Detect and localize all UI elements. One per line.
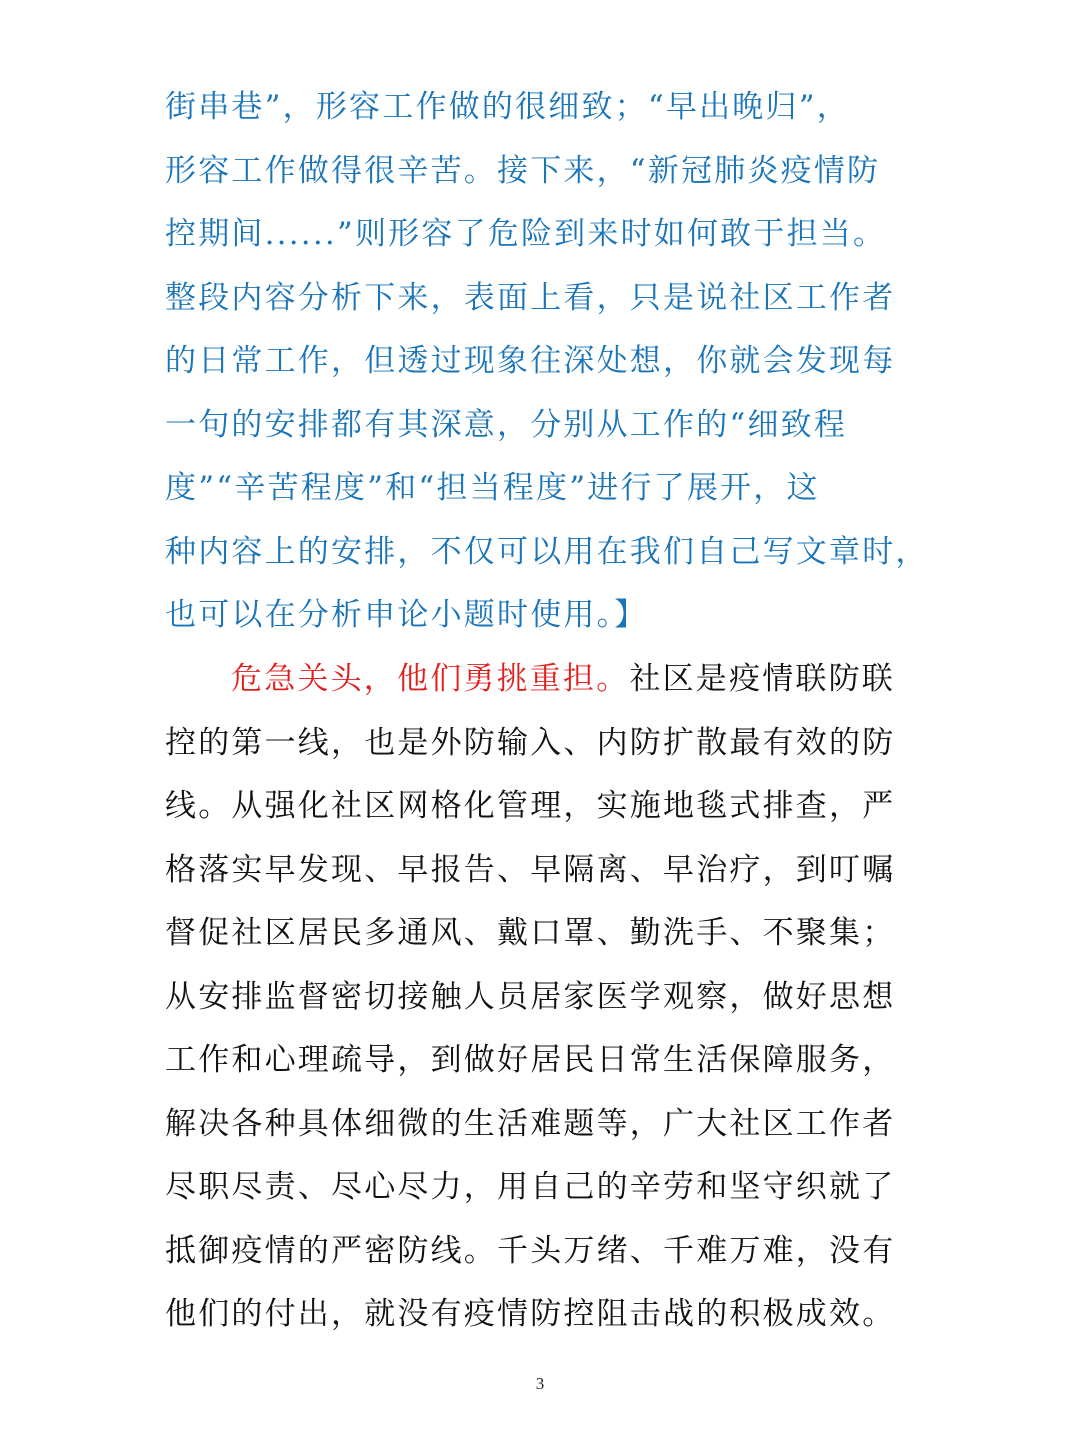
analysis-line: 度”“辛苦程度”和“担当程度”进行了展开，这 [165, 470, 820, 506]
analysis-line: 也可以在分析申论小题时使用。】 [165, 597, 648, 633]
analysis-line: 种内容上的安排，不仅可以用在我们自己写文章时， [165, 533, 929, 570]
paragraph-line: 他们的付出，就没有疫情防控阻击战的积极成效。 [165, 1296, 896, 1332]
analysis-note [165, 76, 929, 648]
analysis-line: 一句的安排都有其深意，分别从工作的“细致程 [165, 406, 848, 443]
paragraph-line: 从安排监督密切接触人员居家医学观察，做好思想 [165, 978, 896, 1015]
body-paragraph [165, 648, 925, 1347]
analysis-line: 形容工作做得很辛苦。接下来，“新冠肺炎疫情防 [165, 152, 881, 189]
paragraph-line: 尽职尽责、尽心尽力，用自己的辛劳和坚守织就了 [165, 1169, 896, 1205]
paragraph-line: 解决各种具体细微的生活难题等，广大社区工作者 [165, 1105, 896, 1142]
paragraph-line: 抵御疫情的严密防线。千头万绪、千难万难，没有 [165, 1232, 896, 1269]
analysis-line: 街串巷”，形容工作做的很细致；“早出晚归”， [165, 89, 850, 125]
paragraph-line: 控的第一线，也是外防输入、内防扩散最有效的防 [165, 724, 896, 761]
paragraph-line: 格落实早发现、早报告、早隔离、早治疗，到叮嘱 [165, 851, 896, 888]
paragraph-first-line [165, 648, 925, 712]
paragraph-lead-sentence: 危急关头，他们勇挑重担。 [231, 661, 630, 697]
paragraph-line: 工作和心理疏导，到做好居民日常生活保障服务， [165, 1042, 896, 1078]
paragraph-first-line-text: 社区是疫情联防联 [629, 661, 896, 697]
page-number: 3 [535, 1374, 545, 1393]
paragraph-line: 线。从强化社区网格化管理，实施地毯式排查，严 [165, 788, 896, 824]
paragraph-line: 督促社区居民多通风、戴口罩、勤洗手、不聚集； [165, 915, 896, 951]
analysis-line: 整段内容分析下来，表面上看，只是说社区工作者 [165, 279, 896, 316]
analysis-line: 控期间......”则形容了危险到来时如何敢于担当。 [165, 216, 887, 252]
analysis-line: 的日常工作，但透过现象往深处想，你就会发现每 [165, 343, 896, 379]
